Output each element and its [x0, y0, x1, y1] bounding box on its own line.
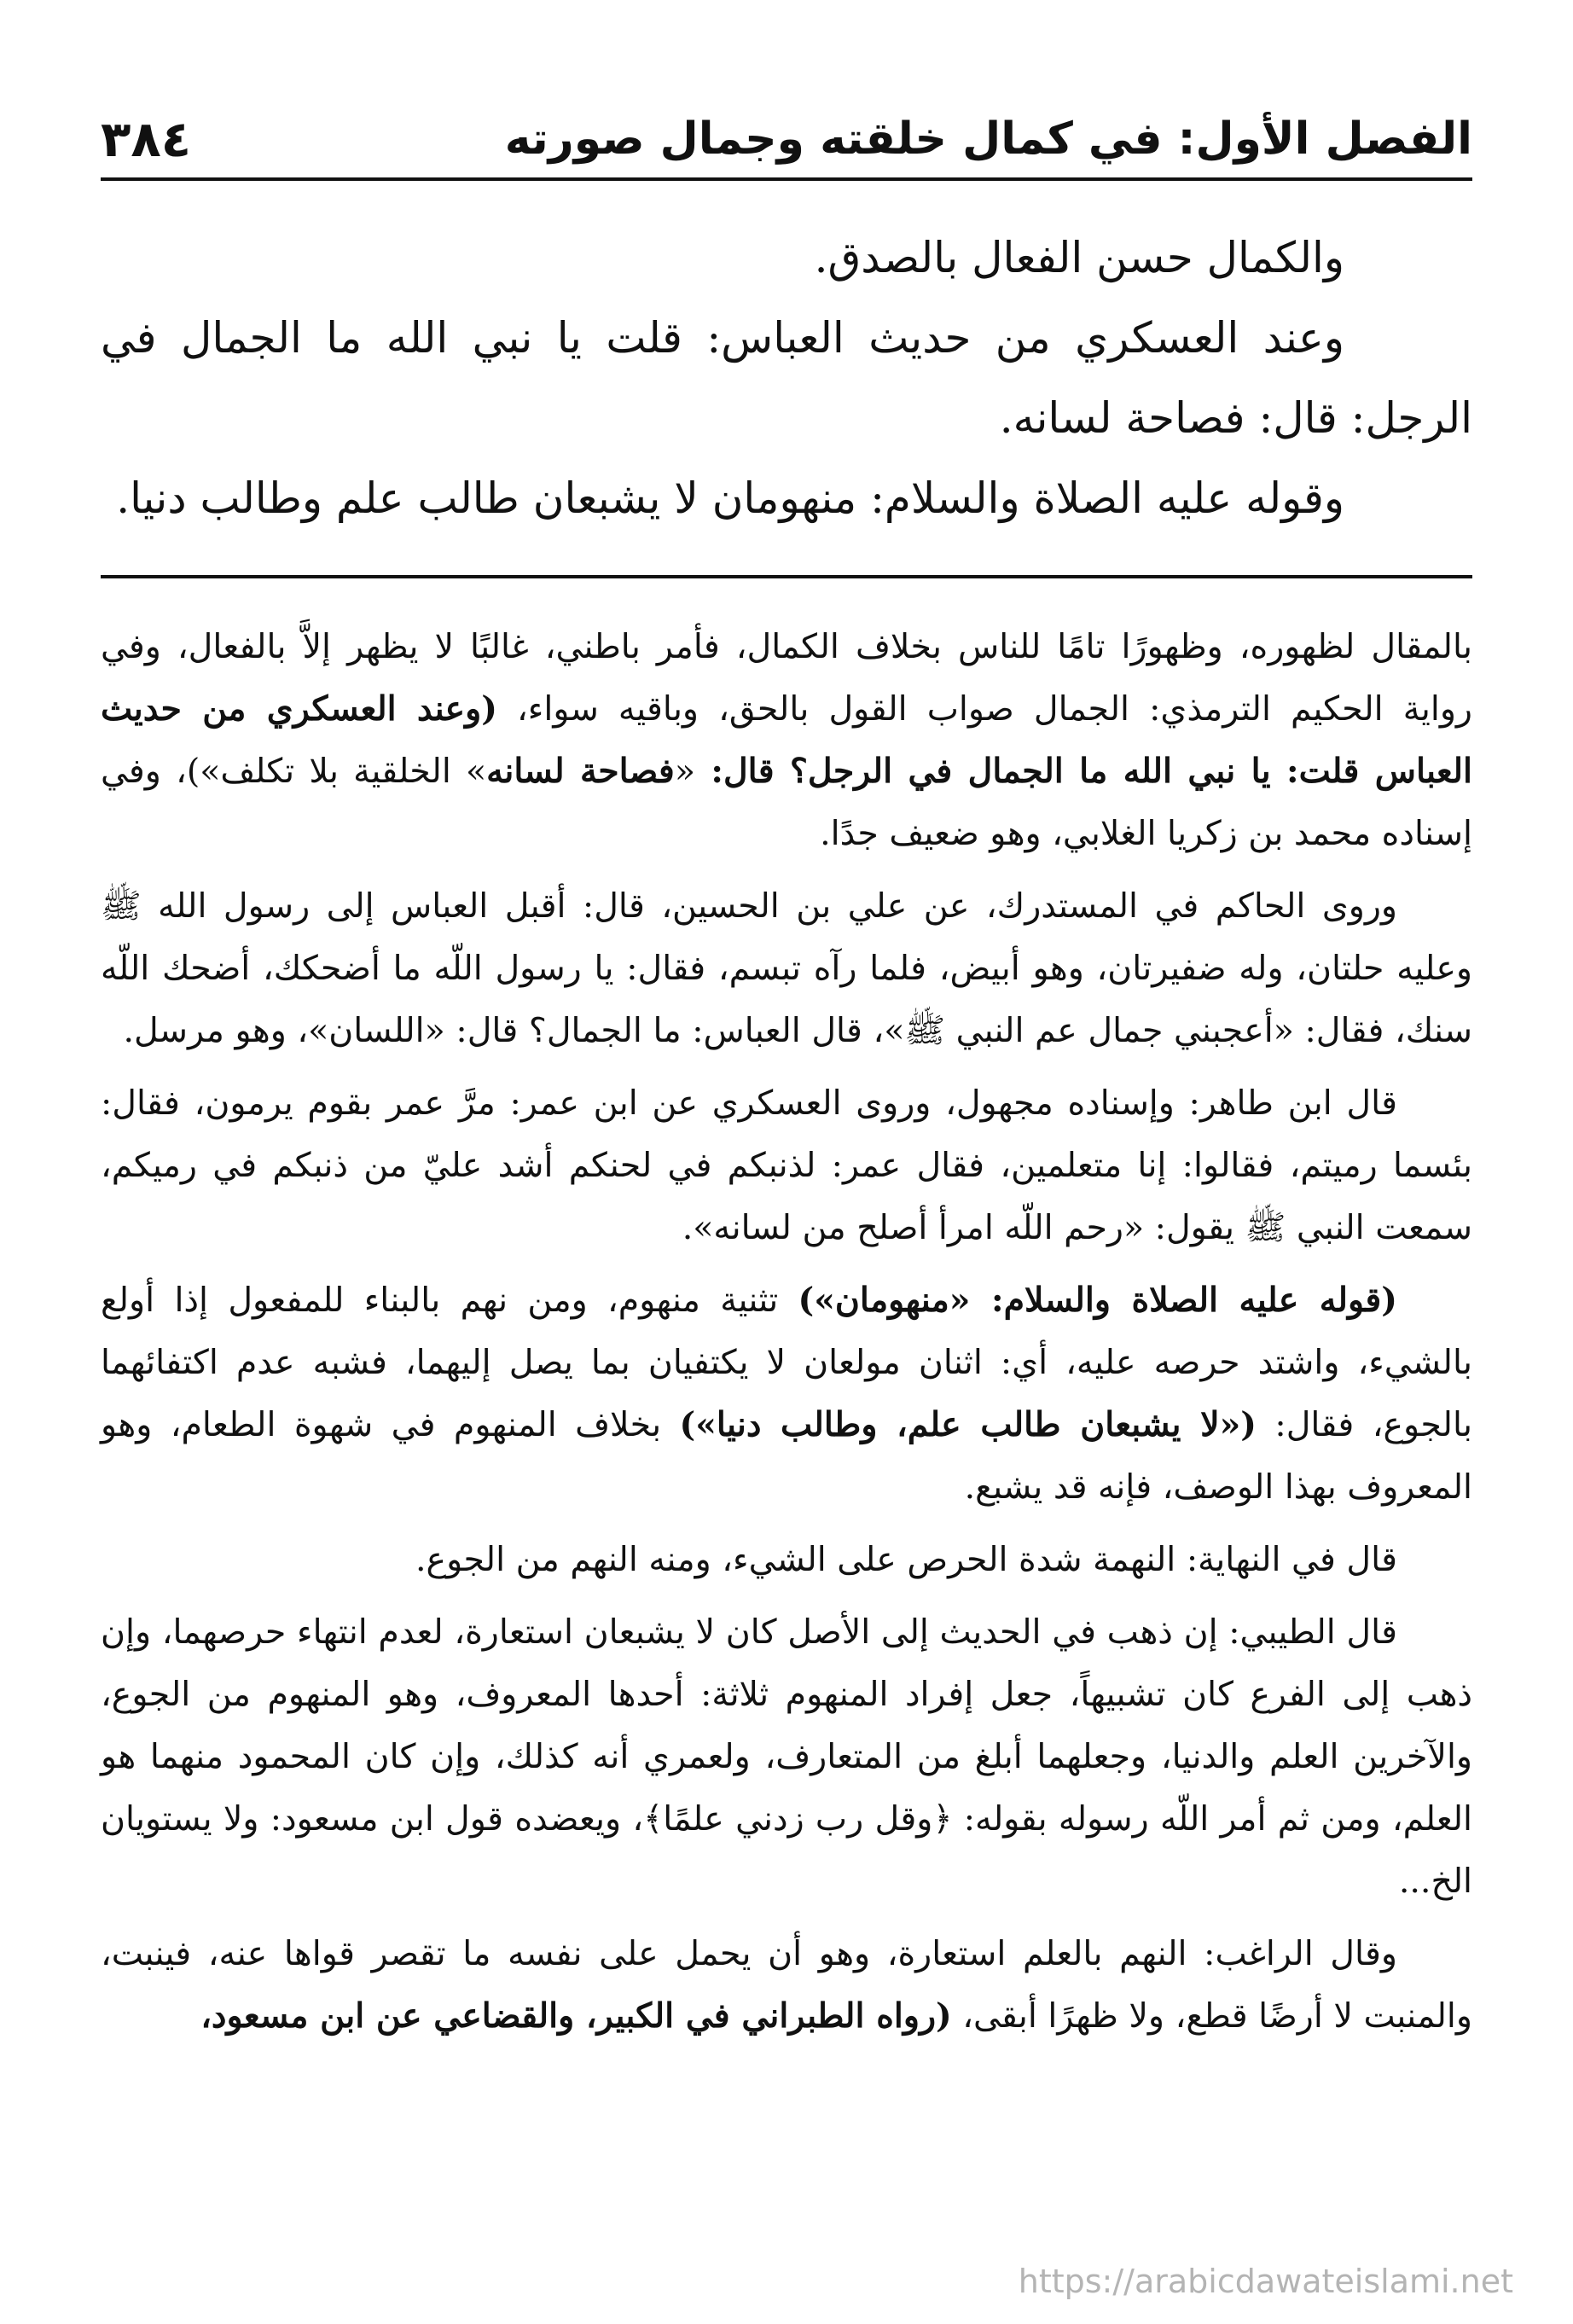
main-text-paragraph: والكمال حسن الفعال بالصدق. [814, 233, 1344, 282]
commentary-paragraph [101, 616, 1472, 865]
commentary-paragraph: قال ابن طاهر: وإسناده مجهول، وروى العسكري عن ابن عمر: مرَّ عمر بقوم يرمون، فقال: بئسما رميتم، فقالوا: إنا متعلمين، فقال عمر: لذنبكم في لحنكم أشد عليّ من ذنبكم في رميكم، سمعت النبي ﷺ يقول: «رحم اللّه امرأ أصلح من لسانه». [101, 1084, 1472, 1247]
commentary-bold-text: (رواه الطبراني في الكبير، والقضاعي عن ابن مسعود، [200, 1996, 952, 2036]
commentary-text: تثنية منهوم، ومن نهم بالبناء للمفعول إذا أولع بالشيء، واشتد حرصه عليه، أي: اثنان مولعان لا يكتفيان بما يصل إليهما، فشبه عدم اكتفائهما بالجوع، فقال: [101, 1281, 1472, 1444]
main-text-paragraph: وقوله عليه الصلاة والسلام: منهومان لا يشبعان طالب علم وطالب دنيا. [116, 474, 1344, 523]
page-header [101, 101, 1472, 181]
commentary-text: بالمقال لظهوره، وظهورًا تامًا للناس بخلاف الكمال، فأمر باطني، غالبًا لا يظهر إلاَّ بالفعال، وفي رواية الحكيم الترمذي: الجمال صواب القول بالحق، وباقيه سواء، [101, 627, 1472, 729]
commentary [101, 616, 1472, 2058]
commentary-bold-text: فصاحة لسانه [486, 752, 675, 791]
commentary-paragraph [101, 1923, 1472, 2048]
commentary-text: وقال الراغب: النهم بالعلم استعارة، وهو أن يحمل على نفسه ما تقصر قواها عنه، فينبت، والمنبت لا أرضًا قطع، ولا ظهرًا أبقى، [101, 1934, 1472, 2036]
main-text-paragraph: وعند العسكري من حديث العباس: قلت يا نبي الله ما الجمال في الرجل: قال: فصاحة لسانه. [101, 313, 1472, 443]
commentary-paragraph [101, 1269, 1472, 1519]
commentary-text: « [674, 752, 695, 791]
commentary-bold-text: (قوله عليه الصلاة والسلام: «منهومان») [798, 1281, 1397, 1320]
section-divider [101, 575, 1472, 578]
watermark-url: https://arabicdawateislami.net [1018, 2263, 1513, 2300]
commentary-bold-text: («لا يشبعان طالب علم، وطالب دنيا») [679, 1405, 1257, 1444]
chapter-title: الفصل الأول: في كمال خلقته وجمال صورته [504, 113, 1472, 165]
main-text [101, 218, 1472, 538]
commentary-text: » الخلقية بلا تكلف»)، وفي إسناده محمد بن زكريا الغلابي، وهو ضعيف جدًا. [101, 752, 1472, 853]
commentary-paragraph: قال الطيبي: إن ذهب في الحديث إلى الأصل كان لا يشبعان استعارة، لعدم انتهاء حرصهما، وإن ذهب إلى الفرع كان تشبيهاً، جعل إفراد المنهوم ثلاثة: أحدها المعروف، وهو المنهوم من الجوع، والآخرين العلم والدنيا، وجعلهما أبلغ من المتعارف، ولعمري أنه كذلك، وإن كان المحمود منهما هو العلم، ومن ثم أمر اللّه رسوله بقوله: ﴿وقل رب زدني علمًا﴾، ويعضده قول ابن مسعود: ولا يستويان الخ... [101, 1612, 1472, 1901]
commentary-text: بخلاف المنهوم في شهوة الطعام، وهو المعروف بهذا الوصف، فإنه قد يشبع. [101, 1405, 1472, 1507]
commentary-paragraph: وروى الحاكم في المستدرك، عن علي بن الحسين، قال: أقبل العباس إلى رسول الله ﷺ وعليه حلتان، وله ضفيرتان، وهو أبيض، فلما رآه تبسم، فقال: يا رسول اللّه ما أضحكك، أضحك اللّه سنك، فقال: «أعجبني جمال عم النبي ﷺ»، قال العباس: ما الجمال؟ قال: «اللسان»، وهو مرسل. [101, 886, 1472, 1050]
commentary-paragraph: قال في النهاية: النهمة شدة الحرص على الشيء، ومنه النهم من الجوع. [415, 1540, 1397, 1579]
page-number: ٣٨٤ [101, 110, 192, 168]
commentary-bold-text: (وعند العسكري من حديث العباس قلت: يا نبي الله ما الجمال في الرجل؟ قال: [101, 689, 1472, 791]
